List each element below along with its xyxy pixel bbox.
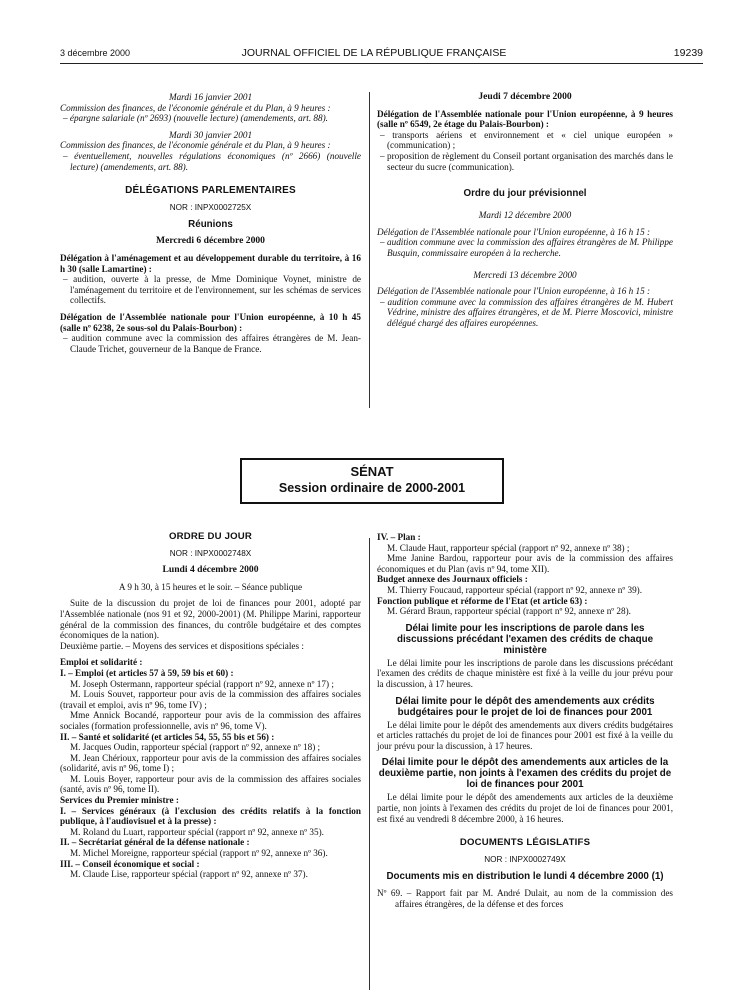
rapporteur-entry: M. Louis Souvet, rapporteur pour avis de la commission des affaires sociales (travail et emploi, avis nº 96, tome IV) ; bbox=[60, 689, 361, 710]
paragraph: Le délai limite pour le dépôt des amendements aux divers crédits budgétaires et articles rattachés du projet de loi de finances pour 2001 est fixé à la veille du jour prévu pour la discussion, à 17 heures. bbox=[377, 719, 673, 751]
budget-heading: IV. – Plan : bbox=[377, 532, 421, 542]
header-date: 3 décembre 2000 bbox=[60, 48, 131, 58]
senat-title: SÉNAT bbox=[350, 464, 394, 479]
senat-banner bbox=[240, 458, 504, 504]
lower-right-column bbox=[377, 532, 673, 909]
rapporteur-entry: M. Jean Chérioux, rapporteur pour avis de la commission des affaires sociales (solidarité, avis nº 96, tome I) ; bbox=[60, 752, 361, 774]
agenda-entry: Commission des finances, de l'économie générale et du Plan, à 9 heures : bbox=[60, 102, 331, 113]
section-title-ordre-previsionnel: Ordre du jour prévisionnel bbox=[463, 188, 587, 200]
delegation-entry: Délégation de l'Assemblée nationale pour l'Union européenne, à 9 heures (salle nº 6549, 2e étage du Palais-Bourbon) : bbox=[377, 108, 673, 130]
nor-reference: NOR : INPX0002748X bbox=[169, 548, 252, 558]
budget-heading bbox=[60, 806, 361, 827]
agenda-item: – audition commune avec la commission des affaires étrangères de M. Philippe Busquin, commissaire européen à la recherche. bbox=[380, 237, 673, 258]
column-divider bbox=[369, 538, 370, 990]
rapporteur-entry: M. Michel Moreigne, rapporteur spécial (rapport nº 92, annexe nº 36). bbox=[70, 848, 328, 859]
column-divider bbox=[369, 92, 370, 408]
date-heading: Lundi 4 décembre 2000 bbox=[162, 564, 259, 576]
rapporteur-entry: M. Jacques Oudin, rapporteur spécial (rapport nº 92, annexe nº 18) ; bbox=[70, 742, 321, 753]
delegation-entry: Délégation à l'aménagement et au développement durable du territoire, à 16 h 30 (salle Lamartine) : bbox=[60, 252, 361, 274]
agenda-item: – audition commune avec la commission des affaires étrangères de M. Jean-Claude Trichet, gouverneur de la Banque de France. bbox=[63, 333, 361, 354]
date-heading: Jeudi 7 décembre 2000 bbox=[478, 91, 572, 102]
budget-heading-text: I. – Services généraux (à l'exclusion des crédits relatifs à la fonction publique, à l'audiovisuel et à la presse) : bbox=[60, 805, 361, 827]
documents-subtitle: Documents mis en distribution le lundi 4 décembre 2000 (1) bbox=[386, 871, 664, 883]
rapporteur-entry: M. Roland du Luart, rapporteur spécial (rapport nº 92, annexe nº 35). bbox=[70, 826, 324, 837]
lower-left-column bbox=[60, 532, 361, 880]
agenda-item: – proposition de règlement du Conseil portant organisation des marchés dans le secteur du sucre (communication). bbox=[380, 150, 673, 172]
rapporteur-entry: M. Claude Haut, rapporteur spécial (rapport nº 92, annexe nº 38) ; bbox=[387, 542, 630, 553]
date-heading: Mardi 12 décembre 2000 bbox=[478, 210, 572, 221]
header-title: JOURNAL OFFICIEL DE LA RÉPUBLIQUE FRANÇAISE bbox=[241, 47, 507, 59]
section-title-documents: DOCUMENTS LÉGISLATIFS bbox=[459, 837, 591, 849]
agenda-item: – audition commune avec la commission des affaires étrangères de M. Hubert Védrine, ministre des affaires étrangères, et de M. Pierre Moscovici, ministre délégué chargé des affaires européennes. bbox=[380, 296, 673, 328]
upper-right-column bbox=[377, 92, 673, 329]
agenda-entry: Commission des finances, de l'économie générale et du Plan, à 9 heures : bbox=[60, 140, 331, 151]
rapporteur-entry: M. Louis Boyer, rapporteur pour avis de la commission des affaires sociales (santé, avis nº 96, tome II). bbox=[60, 773, 361, 795]
rapporteur-entry: M. Joseph Ostermann, rapporteur spécial (rapport nº 92, annexe nº 17) ; bbox=[70, 678, 334, 689]
agenda-item: – épargne salariale (nº 2693) (nouvelle lecture) (amendements, art. 88). bbox=[63, 113, 328, 124]
heading-emploi: Emploi et solidarité : bbox=[60, 657, 143, 668]
agenda-item: – éventuellement, nouvelles régulations économiques (nº 2666) (nouvelle lecture) (amendements, art. 88). bbox=[63, 150, 361, 172]
agenda-entry: Délégation de l'Assemblée nationale pour l'Union européenne, à 16 h 15 : bbox=[377, 226, 651, 237]
date-heading: Mardi 16 janvier 2001 bbox=[168, 92, 253, 102]
paragraph: Suite de la discussion du projet de loi de finances pour 2001, adopté par l'Assemblée nationale (nos 91 et 92, 2000-2001) (M. Philippe Marini, rapporteur général de la commission des finances, du contrôle budgétaire et des comptes économiques de la nation). bbox=[60, 598, 361, 641]
paragraph: Deuxième partie. – Moyens des services et dispositions spéciales : bbox=[60, 640, 304, 651]
budget-heading: Fonction publique et réforme de l'Etat (et article 63) : bbox=[377, 595, 588, 606]
section-title-delegations: DÉLÉGATIONS PARLEMENTAIRES bbox=[125, 185, 296, 197]
agenda-item: – audition, ouverte à la presse, de Mme Dominique Voynet, ministre de l'aménagement du territoire et de l'environnement, sur les schémas de services collectifs. bbox=[63, 274, 361, 306]
seance-line: A 9 h 30, à 15 heures et le soir. – Séance publique bbox=[118, 581, 303, 592]
budget-heading: Budget annexe des Journaux officiels : bbox=[377, 574, 528, 585]
subsection-title-reunions: Réunions bbox=[188, 219, 233, 231]
budget-heading: II. – Secrétariat général de la défense nationale : bbox=[60, 837, 250, 848]
header-page-number: 19239 bbox=[673, 47, 703, 59]
page-header bbox=[0, 0, 748, 68]
date-heading: Mercredi 13 décembre 2000 bbox=[473, 269, 577, 280]
deadline-heading: Délai limite pour les inscriptions de parole dans les discussions précédant l'examen des crédits de chaque ministère bbox=[396, 622, 654, 656]
rapporteur-entry: Mme Janine Bardou, rapporteur pour avis de la commission des affaires économiques et du Plan (avis nº 94, tome XII). bbox=[377, 553, 673, 574]
nor-reference: NOR : INPX0002749X bbox=[484, 854, 566, 864]
section-title-ordre-du-jour: ORDRE DU JOUR bbox=[168, 531, 253, 542]
agenda-item: – transports aériens et environnement et « ciel unique européen » (communication) ; bbox=[380, 129, 673, 151]
date-heading: Mercredi 6 décembre 2000 bbox=[156, 235, 265, 247]
nor-reference: NOR : INPX0002725X bbox=[169, 202, 252, 212]
deadline-heading: Délai limite pour le dépôt des amendements aux crédits budgétaires pour le projet de loi de finances pour 2001 bbox=[395, 695, 655, 718]
rapporteur-entry: M. Claude Lise, rapporteur spécial (rapport nº 92, annexe nº 37). bbox=[70, 869, 308, 880]
agenda-entry: Délégation de l'Assemblée nationale pour l'Union européenne, à 16 h 15 : bbox=[377, 286, 651, 297]
budget-heading: I. – Emploi (et articles 57 à 59, 59 bis et 60) : bbox=[60, 667, 234, 678]
paragraph: Le délai limite pour le dépôt des amendements aux articles de la deuxième partie, non joints à l'examen des crédits du projet de loi de finances pour 2001, est fixé au vendredi 8 décembre 2000, à 16 heures. bbox=[377, 792, 673, 824]
document-entry: Nº 69. – Rapport fait par M. André Dulait, au nom de la commission des affaires étrangères, de la défense et des forces bbox=[377, 888, 673, 909]
paragraph: Le délai limite pour les inscriptions de parole dans les discussions précédant l'examen des crédits de chaque ministère est fixé à la veille du jour prévu pour la discussion, à 17 heures. bbox=[377, 657, 673, 689]
date-heading: Mardi 30 janvier 2001 bbox=[168, 129, 253, 140]
budget-heading: III. – Conseil économique et social : bbox=[60, 858, 200, 869]
deadline-heading: Délai limite pour le dépôt des amendements aux articles de la deuxième partie, non joints à l'examen des crédits du projet de loi de finances pour 2001 bbox=[378, 757, 672, 791]
rapporteur-entry: Mme Annick Bocandé, rapporteur pour avis de la commission des affaires sociales (formation professionnelle, avis nº 96, tome V). bbox=[60, 710, 361, 731]
budget-heading: II. – Santé et solidarité (et articles 54, 55, 55 bis et 56) : bbox=[60, 731, 275, 742]
heading-premier-ministre: Services du Premier ministre : bbox=[60, 795, 179, 806]
upper-left-column bbox=[60, 92, 361, 354]
rapporteur-entry: M. Thierry Foucaud, rapporteur spécial (rapport nº 92, annexe nº 39). bbox=[387, 584, 643, 595]
delegation-entry: Délégation de l'Assemblée nationale pour l'Union européenne, à 10 h 45 (salle nº 6238, 2e sous-sol du Palais-Bourbon) : bbox=[60, 311, 361, 333]
senat-session: Session ordinaire de 2000-2001 bbox=[278, 481, 466, 495]
header-rule bbox=[60, 63, 703, 64]
rapporteur-entry: M. Gérard Braun, rapporteur spécial (rapport nº 92, annexe nº 28). bbox=[387, 606, 631, 617]
